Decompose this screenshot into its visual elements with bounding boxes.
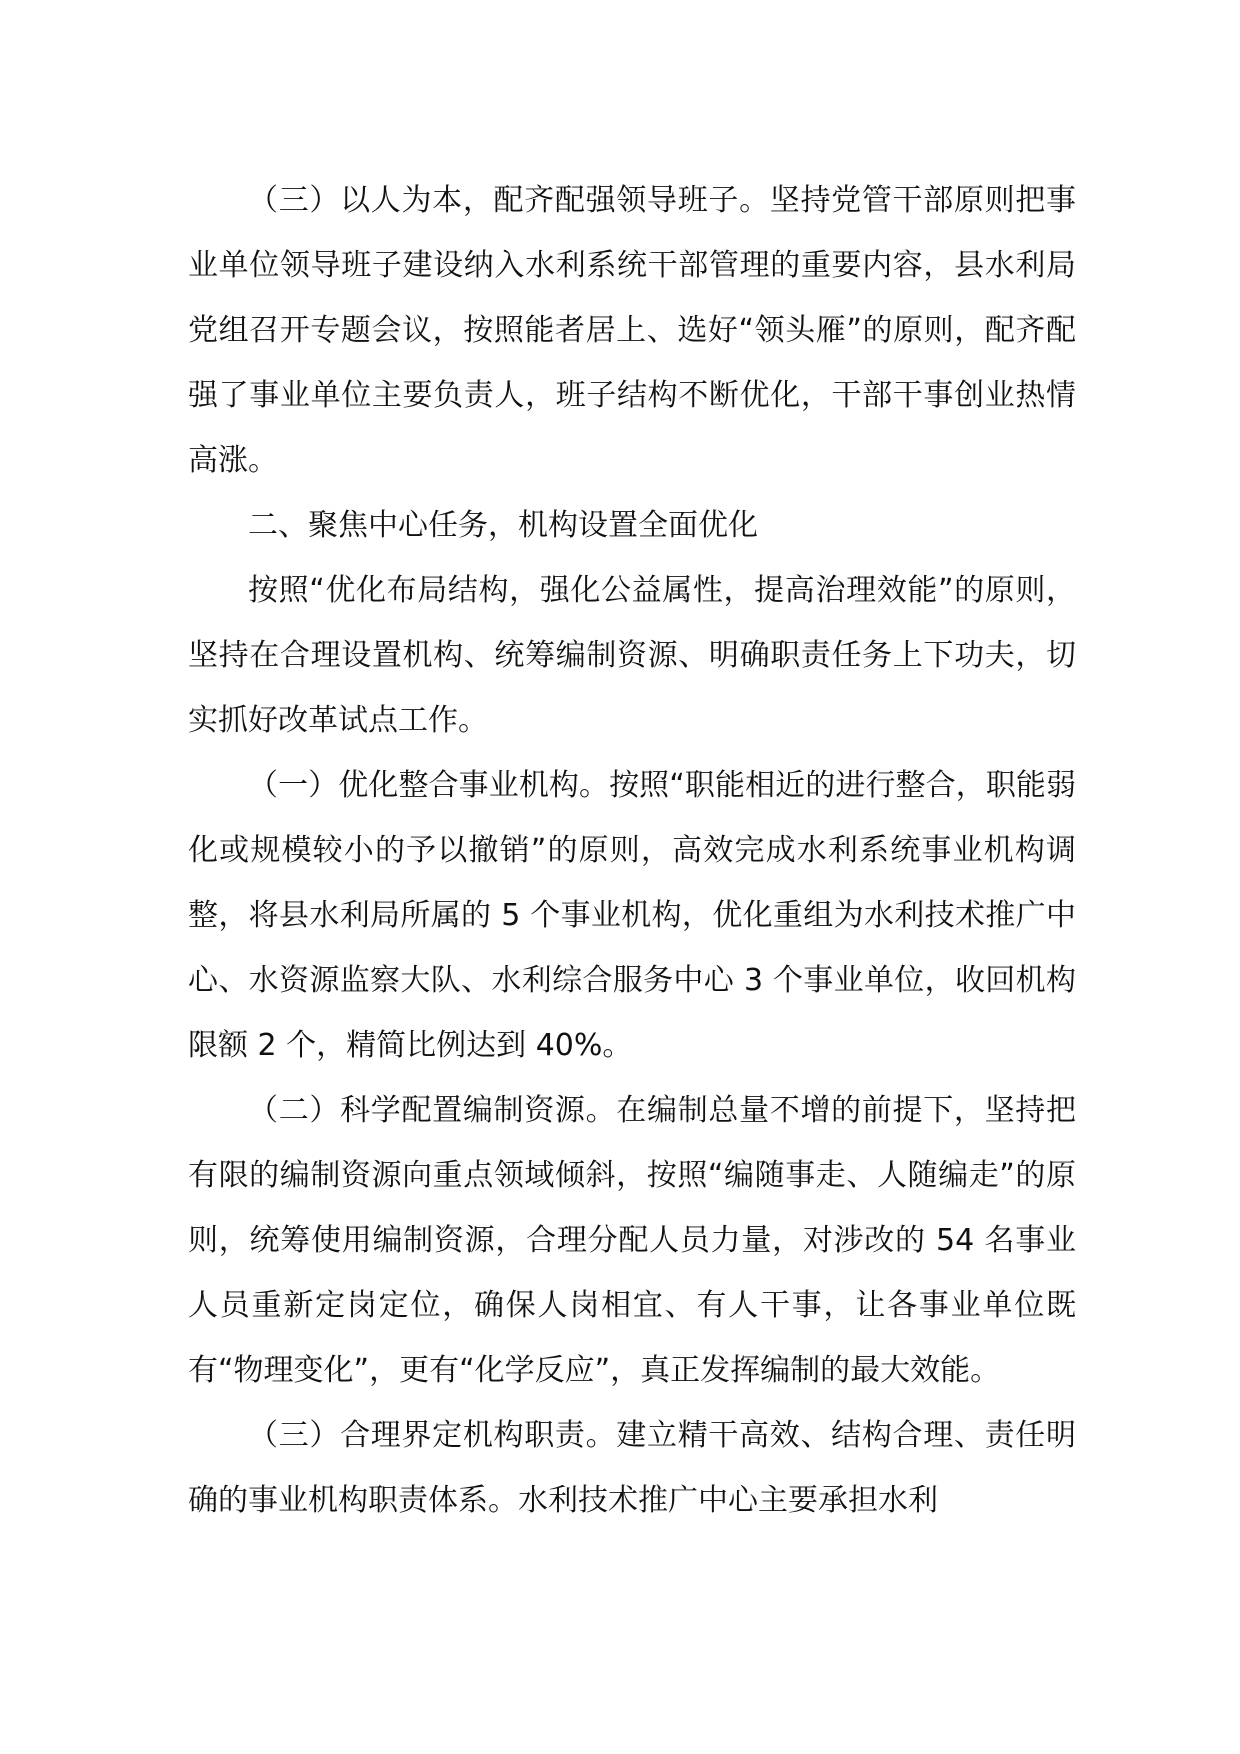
paragraph-optimize-institutions: （一）优化整合事业机构。按照“职能相近的进行整合，职能弱化或规模较小的予以撤销”的原则，高效完成水利系统事业机构调整，将县水利局所属的 5 个事业机构，优化重组为水利技术推广中心、水资源监察大队、水利综合服务中心 3 个事业单位，收回机构限额 2 个，精简比例达到 40%。 (188, 768, 1076, 1063)
paragraph-reform-principle: 按照“优化布局结构，强化公益属性，提高治理效能”的原则，坚持在合理设置机构、统筹编制资源、明确职责任务上下功夫，切实抓好改革试点工作。 (188, 573, 1076, 738)
section-heading-institution-setup: 二、聚焦中心任务，机构设置全面优化 (248, 508, 758, 543)
paragraph-institution-duties: （三）合理界定机构职责。建立精干高效、结构合理、责任明确的事业机构职责体系。水利技术推广中心主要承担水利 (188, 1418, 1076, 1518)
paragraph-leadership-team: （三）以人为本，配齐配强领导班子。坚持党管干部原则把事业单位领导班子建设纳入水利系统干部管理的重要内容，县水利局党组召开专题会议，按照能者居上、选好“领头雁”的原则，配齐配强了事业单位主要负责人，班子结构不断优化，干部干事创业热情高涨。 (188, 183, 1076, 478)
paragraph-staffing-resources: （二）科学配置编制资源。在编制总量不增的前提下，坚持把有限的编制资源向重点领域倾斜，按照“编随事走、人随编走”的原则，统筹使用编制资源，合理分配人员力量，对涉改的 54 名事业人员重新定岗定位，确保人岗相宜、有人干事，让各事业单位既有“物理变化”，更有“化学反应”，真正发挥编制的最大效能。 (188, 1093, 1076, 1388)
document-body (188, 168, 1076, 1533)
